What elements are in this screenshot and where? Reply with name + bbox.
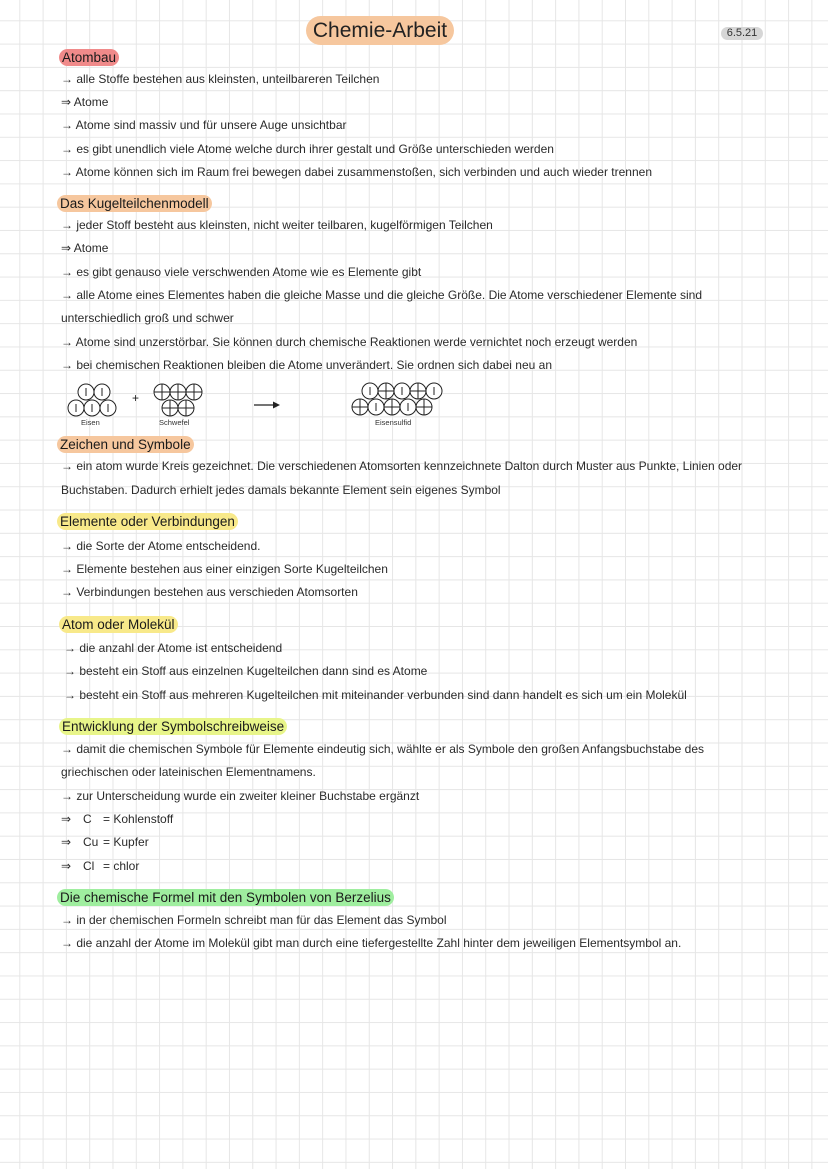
heading-kugelteilchenmodell: Das Kugelteilchenmodell — [57, 195, 212, 212]
heading-entwicklung-der-symbolschreibweise: Entwicklung der Symbolschreibweise — [59, 718, 287, 735]
formel-line: → die anzahl der Atome im Molekül gibt man durch eine tiefergestellte Zahl hinter dem jeweiligen Elementsymbol an. — [61, 936, 682, 950]
kugel-line: → jeder Stoff besteht aus kleinsten, nicht weiter teilbaren, kugelförmigen Teilchen — [61, 218, 493, 232]
sulfur-atoms — [154, 384, 202, 416]
iron-sulfide-label: Eisensulfid — [375, 418, 412, 427]
reaction-diagram — [62, 380, 462, 430]
date-badge: 6.5.21 — [721, 27, 763, 40]
elemente-line: → die Sorte der Atome entscheidend. — [61, 539, 261, 553]
element-meaning: = Kohlenstoff — [103, 812, 174, 826]
atom-molekuel-line: → besteht ein Stoff aus einzelnen Kugelteilchen dann sind es Atome — [64, 664, 428, 678]
entwicklung-line: griechischen oder lateinischen Elementnamens. — [61, 765, 316, 779]
symbol-arrow: ⇒ — [61, 859, 72, 873]
symbol-row — [61, 812, 173, 826]
iron-label: Eisen — [81, 418, 100, 427]
elemente-line: → Elemente bestehen aus einer einzigen Sorte Kugelteilchen — [61, 562, 388, 576]
formel-line: → in der chemischen Formeln schreibt man für das Element das Symbol — [61, 913, 447, 927]
element-meaning: = Kupfer — [103, 835, 149, 849]
symbol-arrow: ⇒ — [61, 835, 72, 849]
heading-zeichen-und-symbole: Zeichen und Symbole — [57, 436, 194, 453]
sulfur-label: Schwefel — [159, 418, 190, 427]
iron-atoms — [68, 384, 116, 416]
atombau-line: → Atome sind massiv und für unsere Auge unsichtbar — [61, 118, 347, 132]
heading-atom-oder-molekuel: Atom oder Molekül — [59, 616, 178, 633]
heading-atombau: Atombau — [59, 49, 119, 66]
symbol-row — [61, 859, 139, 873]
kugel-line: → alle Atome eines Elementes haben die gleiche Masse und die gleiche Größe. Die Atome verschiedener Elemente sind — [61, 288, 703, 302]
kugel-line: → Atome sind unzerstörbar. Sie können durch chemische Reaktionen werde vernichtet noch erzeugt werden — [61, 335, 638, 349]
element-symbol: Cl — [83, 859, 95, 873]
heading-chemische-formel: Die chemische Formel mit den Symbolen von Berzelius — [57, 889, 394, 906]
symbol-row — [61, 835, 149, 849]
atombau-line: → Atome können sich im Raum frei bewegen dabei zusammenstoßen, sich verbinden und auch wieder trennen — [61, 165, 652, 179]
atom-molekuel-line: → die anzahl der Atome ist entscheidend — [64, 641, 283, 655]
element-symbol: Cu — [83, 835, 99, 849]
elemente-line: → Verbindungen bestehen aus verschieden Atomsorten — [61, 585, 358, 599]
atombau-line: → alle Stoffe bestehen aus kleinsten, unteilbareren Teilchen — [61, 72, 380, 86]
zeichen-line: Buchstaben. Dadurch erhielt jedes damals bekannte Element sein eigenes Symbol — [61, 483, 501, 497]
element-meaning: = chlor — [103, 859, 140, 873]
kugel-line: ⇒ Atome — [61, 241, 109, 255]
kugel-line: → bei chemischen Reaktionen bleiben die Atome unverändert. Sie ordnen sich dabei neu an — [61, 358, 552, 372]
kugel-line: → es gibt genauso viele verschwenden Atome wie es Elemente gibt — [61, 265, 422, 279]
iron-sulfide-atoms — [352, 383, 442, 415]
symbol-arrow: ⇒ — [61, 812, 72, 826]
entwicklung-line: → damit die chemischen Symbole für Elemente eindeutig sich, wählte er als Symbole den großen Anfangsbuchstabe des — [61, 742, 705, 756]
zeichen-line: → ein atom wurde Kreis gezeichnet. Die verschiedenen Atomsorten kennzeichnete Dalton durch Muster aus Punkte, Linien oder — [61, 459, 743, 473]
kugel-line: unterschiedlich groß und schwer — [61, 311, 234, 325]
atom-molekuel-line: → besteht ein Stoff aus mehreren Kugelteilchen mit miteinander verbunden sind dann handelt es sich um ein Molekül — [64, 688, 687, 702]
entwicklung-line: → zur Unterscheidung wurde ein zweiter kleiner Buchstabe ergänzt — [61, 789, 420, 803]
reaction-arrow — [254, 402, 280, 409]
element-symbol: C — [83, 812, 92, 826]
heading-elemente-oder-verbindungen: Elemente oder Verbindungen — [57, 513, 238, 530]
atombau-line: → es gibt unendlich viele Atome welche durch ihrer gestalt und Größe unterschieden werden — [61, 142, 554, 156]
atombau-line: ⇒ Atome — [61, 95, 109, 109]
plus-sign: + — [132, 391, 140, 405]
page-title: Chemie-Arbeit — [306, 16, 454, 45]
